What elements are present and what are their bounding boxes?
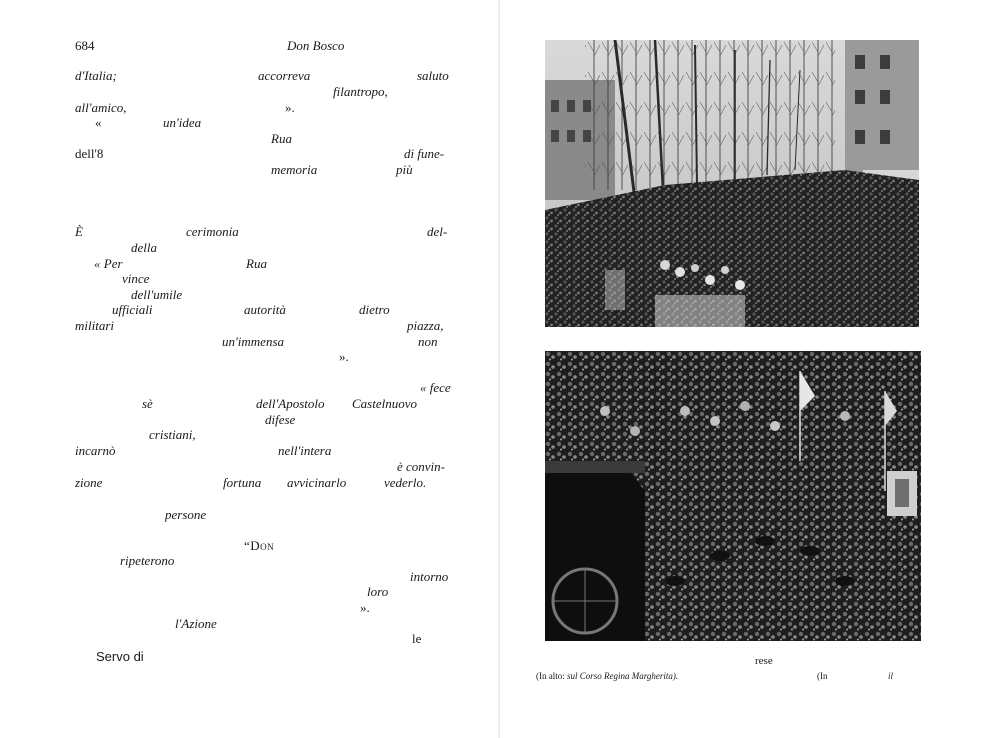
text-fragment: persone (165, 507, 207, 522)
text-fragment: filantropo, (333, 84, 388, 99)
text-fragment: piazza, (407, 318, 444, 333)
text-fragment: dell'Apostolo (256, 396, 325, 411)
text-fragment: Rua (246, 256, 267, 271)
text-fragment: cerimonia (186, 224, 239, 239)
text-fragment: incarnò (75, 443, 116, 458)
text-fragment: ». (339, 349, 349, 364)
text-fragment: un'idea (163, 115, 202, 130)
text-fragment: sè (142, 396, 153, 411)
caption-part-c: (In (817, 671, 828, 681)
caption-line-1: rese (755, 655, 773, 667)
text-fragment: vince (122, 271, 150, 286)
text-fragment: dietro (359, 302, 390, 317)
text-fragment: “Don (244, 538, 275, 553)
text-fragment: non (418, 334, 438, 349)
text-fragment: autorità (244, 302, 286, 317)
text-fragment: d'Italia; (75, 68, 117, 83)
text-fragment: l'Azione (175, 616, 217, 631)
text-fragment: cristiani, (149, 427, 196, 442)
text-fragment: « fece (420, 380, 451, 395)
text-fragment: un'immensa (222, 334, 284, 349)
text-fragment: di fune- (404, 146, 445, 161)
text-fragment: più (396, 162, 413, 177)
text-fragment: le (412, 631, 422, 646)
text-fragment: Servo di (96, 649, 144, 664)
text-fragment: avvicinarlo (287, 475, 347, 490)
text-fragment: accorreva (258, 68, 311, 83)
caption-part-a: (In alto: (536, 671, 565, 681)
photo-funeral-avenue (545, 40, 919, 327)
right-page (500, 0, 998, 738)
text-fragment: È (75, 224, 83, 239)
text-fragment: fortuna (223, 475, 262, 490)
text-fragment: ». (360, 600, 370, 615)
text-fragment: è convin- (397, 459, 446, 474)
caption-part-d: il (888, 671, 894, 681)
text-fragment: memoria (271, 162, 318, 177)
text-fragment: saluto (417, 68, 449, 83)
text-fragment: vederlo. (384, 475, 427, 490)
text-fragment: ripeterono (120, 553, 175, 568)
text-fragment: ufficiali (112, 302, 153, 317)
caption-part-b: sul Corso Regina Margherita). (567, 671, 679, 681)
text-fragment: « (95, 115, 102, 130)
text-fragment: all'amico, (75, 100, 127, 115)
running-title: Don Bosco (287, 38, 345, 53)
text-fragment: difese (265, 412, 296, 427)
text-fragment: Rua (271, 131, 292, 146)
text-fragment: nell'intera (278, 443, 332, 458)
text-fragment: « Per (94, 256, 123, 271)
page-number: 684 (75, 38, 95, 53)
text-fragment: della (131, 240, 157, 255)
text-fragment: del- (427, 224, 448, 239)
text-fragment: ». (285, 100, 295, 115)
text-fragment: dell'8 (75, 146, 104, 161)
text-fragment: Castelnuovo (352, 396, 417, 411)
caption-line-2 (536, 671, 678, 682)
text-fragment: dell'umile (131, 287, 183, 302)
text-fragment: intorno (410, 569, 449, 584)
photo-funeral-procession (545, 351, 921, 641)
text-fragment: militari (75, 318, 115, 333)
text-fragment: loro (367, 584, 389, 599)
text-fragment: zione (75, 475, 103, 490)
